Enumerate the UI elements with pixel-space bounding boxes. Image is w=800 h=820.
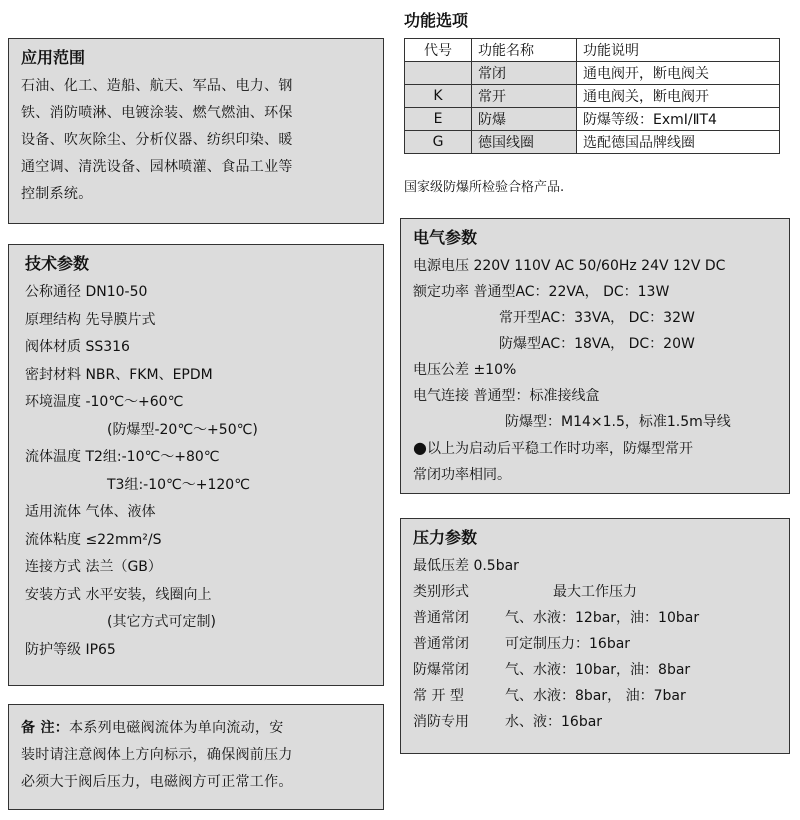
tech-title: 技术参数 bbox=[25, 254, 90, 273]
func-code bbox=[405, 62, 472, 85]
application-line: 设备、吹灰除尘、分析仪器、纺织印染、暖 bbox=[21, 132, 293, 148]
func-desc: 选配德国品牌线圈 bbox=[577, 131, 780, 154]
func-row bbox=[405, 85, 780, 108]
application-line: 通空调、清洗设备、园林喷灌、食品工业等 bbox=[21, 159, 293, 175]
electric-row: 额定功率 普通型AC：22VA， DC：13W bbox=[413, 284, 670, 300]
tech-row: 流体温度 T2组:-10℃～+80℃ bbox=[25, 449, 220, 465]
tech-row: 防护等级 IP65 bbox=[25, 641, 116, 658]
application-title: 应用范围 bbox=[21, 48, 86, 67]
func-code: G bbox=[405, 131, 472, 154]
application-line: 控制系统。 bbox=[21, 186, 93, 202]
remark-line: 必须大于阀后压力，电磁阀方可正常工作。 bbox=[21, 774, 293, 790]
pressure-box bbox=[400, 518, 790, 754]
electric-row: 电气连接 普通型：标准接线盒 bbox=[413, 388, 600, 404]
func-name: 防爆 bbox=[472, 108, 577, 131]
bullet-icon: ● bbox=[413, 438, 427, 457]
pressure-title: 压力参数 bbox=[413, 528, 478, 547]
pressure-min-diff: 最低压差 0.5bar bbox=[413, 558, 519, 574]
tech-row: 阀体材质 SS316 bbox=[25, 339, 130, 355]
tech-row: 原理结构 先导膜片式 bbox=[25, 311, 156, 328]
electric-box bbox=[400, 218, 790, 494]
func-code: E bbox=[405, 108, 472, 131]
electric-row: 电源电压 220V 110V AC 50/60Hz 24V 12V DC bbox=[413, 258, 726, 274]
tech-row: 连接方式 法兰（GB） bbox=[25, 559, 162, 575]
func-row bbox=[405, 131, 780, 154]
func-note: 国家级防爆所检验合格产品. bbox=[404, 180, 565, 195]
pressure-row: 普通常闭 可定制压力：16bar bbox=[413, 636, 631, 652]
func-desc: 通电阀关，断电阀开 bbox=[577, 85, 780, 108]
tech-row: (防爆型-20℃～+50℃) bbox=[107, 421, 258, 438]
remark-line: 装时请注意阀体上方向标示，确保阀前压力 bbox=[21, 747, 293, 763]
electric-title: 电气参数 bbox=[413, 228, 478, 247]
electric-row: 防爆型：M14×1.5，标准1.5m导线 bbox=[505, 414, 731, 430]
electric-note: ●以上为启动后平稳工作时功率，防爆型常开 bbox=[413, 438, 693, 457]
application-line: 铁、消防喷淋、电镀涂装、燃气燃油、环保 bbox=[21, 105, 293, 121]
electric-row: 防爆型AC：18VA， DC：20W bbox=[499, 336, 695, 352]
tech-row: 公称通径 DN10-50 bbox=[25, 284, 148, 300]
func-code: K bbox=[405, 85, 472, 108]
application-line: 石油、化工、造船、航天、军品、电力、钢 bbox=[21, 78, 293, 94]
remark-label: 备 注： bbox=[21, 720, 70, 736]
tech-row: 流体粘度 ≤22mm²/S bbox=[25, 531, 162, 548]
func-desc: 防爆等级：ExmⅠ/ⅡT4 bbox=[577, 108, 780, 131]
func-name: 常开 bbox=[472, 85, 577, 108]
pressure-header: 类别形式 最大工作压力 bbox=[413, 584, 637, 600]
pressure-row: 常 开 型 气、水液：8bar， 油：7bar bbox=[413, 688, 686, 704]
func-name: 德国线圈 bbox=[472, 131, 577, 154]
func-desc: 通电阀开，断电阀关 bbox=[577, 62, 780, 85]
tech-row: 环境温度 -10℃～+60℃ bbox=[25, 394, 184, 410]
func-name: 常闭 bbox=[472, 62, 577, 85]
tech-row: 密封材料 NBR、FKM、EPDM bbox=[25, 366, 213, 383]
tech-row: 适用流体 气体、液体 bbox=[25, 504, 156, 520]
remark-box bbox=[8, 704, 384, 810]
func-header-name: 功能名称 bbox=[472, 39, 577, 62]
application-box bbox=[8, 38, 384, 224]
tech-row: T3组:-10℃～+120℃ bbox=[107, 476, 250, 493]
func-table bbox=[404, 38, 780, 154]
pressure-row: 消防专用 水、液：16bar bbox=[413, 714, 603, 730]
func-row bbox=[405, 62, 780, 85]
func-header-code: 代号 bbox=[405, 39, 472, 62]
func-title: 功能选项 bbox=[404, 11, 469, 30]
pressure-row: 普通常闭 气、水液：12bar，油：10bar bbox=[413, 610, 700, 626]
tech-row: (其它方式可定制) bbox=[107, 614, 216, 630]
func-header-desc: 功能说明 bbox=[577, 39, 780, 62]
func-row bbox=[405, 108, 780, 131]
electric-row: 常开型AC：33VA， DC：32W bbox=[499, 310, 695, 326]
remark-line: 备 注：本系列电磁阀流体为单向流动，安 bbox=[21, 720, 284, 736]
tech-box bbox=[8, 244, 384, 686]
func-header-row bbox=[405, 39, 780, 62]
electric-row: 电压公差 ±10% bbox=[413, 362, 517, 378]
electric-note: 常闭功率相同。 bbox=[413, 467, 511, 483]
pressure-row: 防爆常闭 气、水液：10bar，油：8bar bbox=[413, 662, 691, 678]
tech-row: 安装方式 水平安装，线圈向上 bbox=[25, 586, 212, 603]
